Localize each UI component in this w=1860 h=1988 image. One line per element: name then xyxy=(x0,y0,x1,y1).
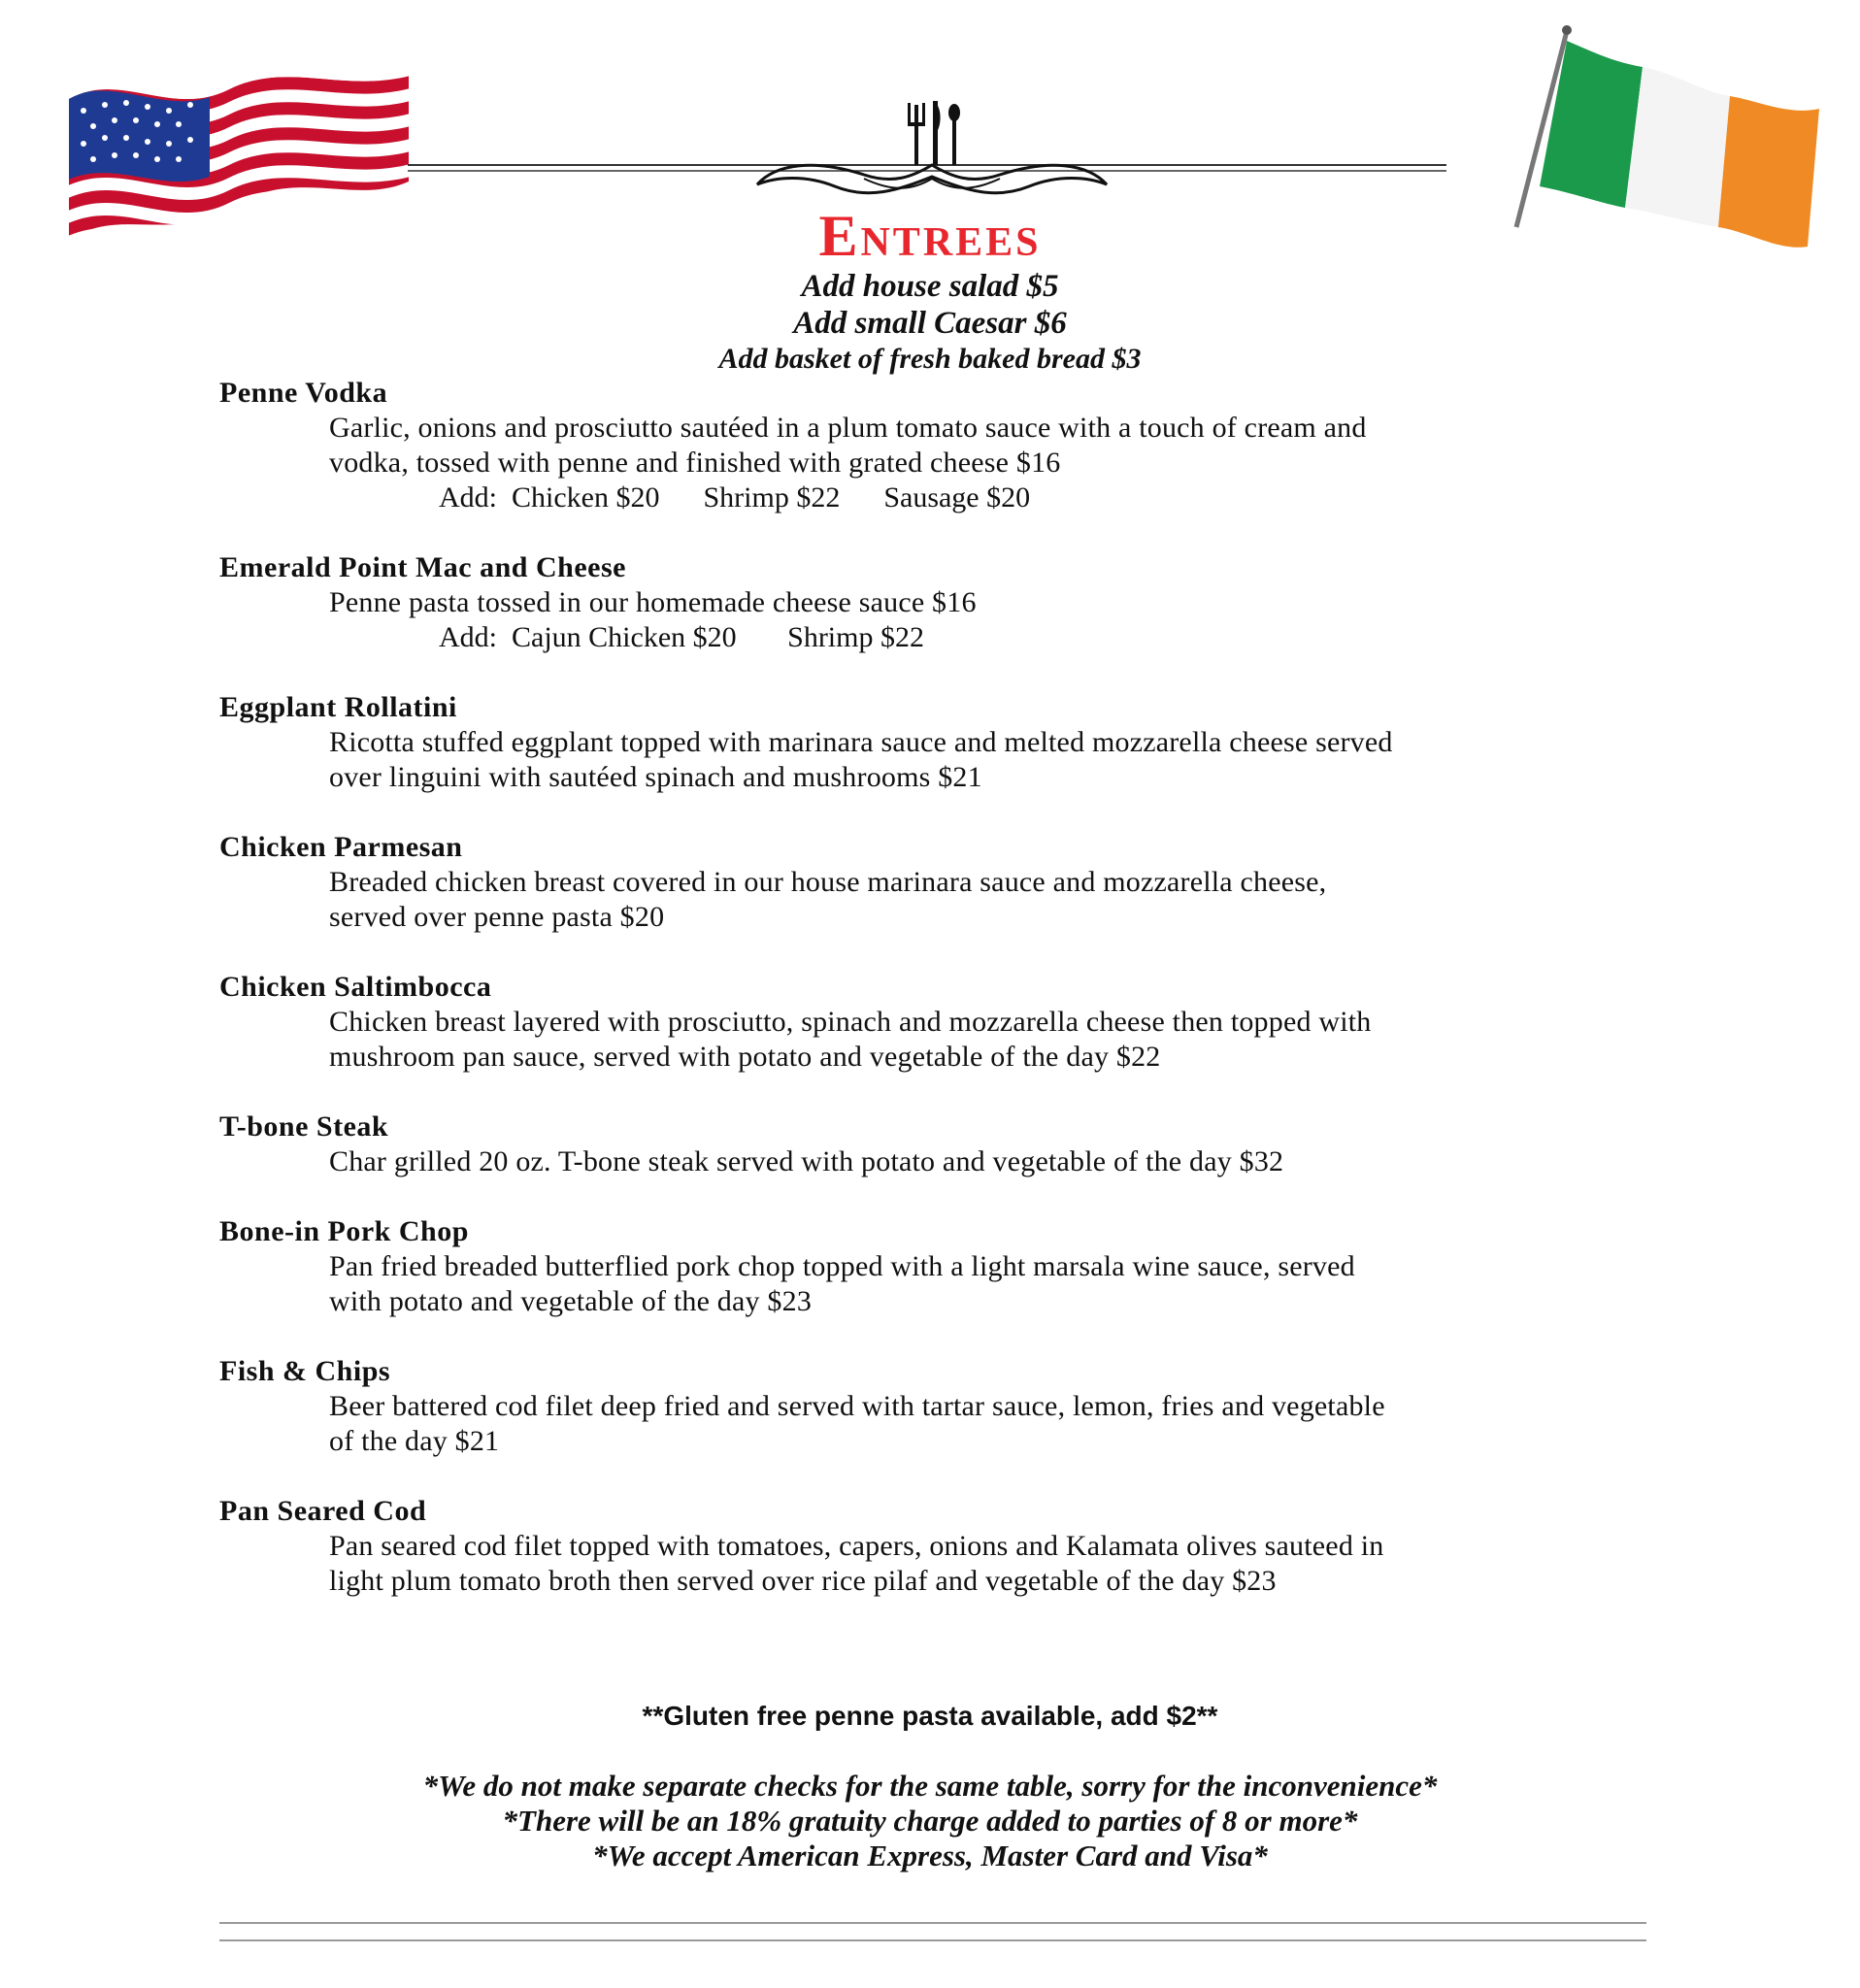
item-description: Ricotta stuffed eggplant topped with marinara sauce and melted mozzarella cheese served xyxy=(329,726,1393,758)
item-description: vodka, tossed with penne and finished with grated cheese $16 xyxy=(329,447,1061,479)
addon-line: Add house salad $5 xyxy=(801,269,1059,304)
item-description: Beer battered cod filet deep fried and served with tartar sauce, lemon, fries and vegetable xyxy=(329,1390,1385,1422)
item-name: Chicken Saltimbocca xyxy=(219,971,492,1003)
menu-item xyxy=(219,830,1676,935)
menu-item xyxy=(219,970,1676,1075)
item-description: Pan fried breaded butterflied pork chop topped with a light marsala wine sauce, served xyxy=(329,1250,1355,1282)
menu-item xyxy=(219,1214,1676,1319)
item-name: Fish & Chips xyxy=(219,1355,391,1387)
item-name: T-bone Steak xyxy=(219,1110,389,1143)
addon-line: Add basket of fresh baked bread $3 xyxy=(718,343,1142,375)
addon-line: Add small Caesar $6 xyxy=(793,306,1067,341)
item-description: Penne pasta tossed in our homemade cheese sauce $16 xyxy=(329,586,977,618)
item-description: Breaded chicken breast covered in our house marinara sauce and mozzarella cheese, xyxy=(329,866,1327,898)
menu-item xyxy=(219,690,1676,795)
item-description: Pan seared cod filet topped with tomatoes, capers, onions and Kalamata olives sauteed in xyxy=(329,1530,1384,1562)
menu-item xyxy=(219,376,1676,515)
item-description: Chicken breast layered with prosciutto, spinach and mozzarella cheese then topped with xyxy=(329,1006,1372,1038)
policy-notes xyxy=(0,1769,1860,1873)
menu-item xyxy=(219,1354,1676,1459)
item-addons: Add: Cajun Chicken $20 Shrimp $22 xyxy=(439,621,924,653)
item-name: Chicken Parmesan xyxy=(219,831,463,863)
gluten-free-note: **Gluten free penne pasta available, add $2** xyxy=(642,1701,1218,1731)
item-description: Char grilled 20 oz. T-bone steak served with potato and vegetable of the day $32 xyxy=(329,1145,1284,1177)
divider xyxy=(219,1922,1646,1924)
menu-item xyxy=(219,1494,1676,1599)
item-description: Garlic, onions and prosciutto sautéed in a plum tomato sauce with a touch of cream and xyxy=(329,412,1367,444)
entree-list xyxy=(219,376,1676,1634)
divider xyxy=(219,1939,1646,1941)
item-description: of the day $21 xyxy=(329,1425,500,1457)
item-description: with potato and vegetable of the day $23 xyxy=(329,1285,813,1317)
policy-note: *We do not make separate checks for the same table, sorry for the inconvenience* xyxy=(422,1769,1438,1803)
menu-item xyxy=(219,550,1676,655)
item-description: served over penne pasta $20 xyxy=(329,901,665,933)
cutlery-icon xyxy=(408,95,1446,202)
item-name: Penne Vodka xyxy=(219,377,388,409)
item-name: Emerald Point Mac and Cheese xyxy=(219,551,626,583)
item-name: Pan Seared Cod xyxy=(219,1495,427,1527)
item-description: over linguini with sautéed spinach and mushrooms $21 xyxy=(329,761,982,793)
addon-list xyxy=(0,268,1860,377)
policy-note: *There will be an 18% gratuity charge added to parties of 8 or more* xyxy=(502,1804,1358,1838)
item-description: light plum tomato broth then served over rice pilaf and vegetable of the day $23 xyxy=(329,1565,1277,1597)
item-addons: Add: Chicken $20 Shrimp $22 Sausage $20 xyxy=(439,481,1031,514)
item-name: Eggplant Rollatini xyxy=(219,691,457,723)
item-name: Bone-in Pork Chop xyxy=(219,1215,469,1247)
page-title: Entrees xyxy=(818,204,1042,268)
item-description: mushroom pan sauce, served with potato and vegetable of the day $22 xyxy=(329,1041,1161,1073)
policy-note: *We accept American Express, Master Card and Visa* xyxy=(592,1839,1268,1872)
menu-item xyxy=(219,1110,1676,1179)
